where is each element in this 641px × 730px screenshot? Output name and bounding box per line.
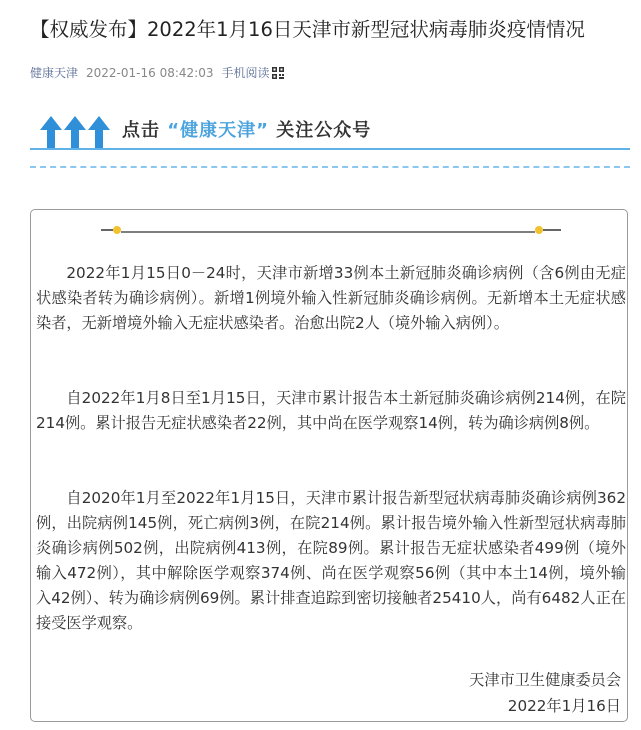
up-arrow-icon <box>40 116 62 148</box>
qr-code-icon[interactable] <box>272 67 284 79</box>
report-card <box>30 209 628 722</box>
follow-banner[interactable] <box>30 110 630 170</box>
author-link[interactable]: 健康天津 <box>30 66 79 80</box>
report-paragraph: 自2022年1月8日至1月15日，天津市累计报告本土新冠肺炎确诊病例214例，在院214例。累计报告无症状感染者22例，其中尚在医学观察14例，转为确诊病例8例。 <box>36 389 626 432</box>
follow-prefix: 点击 <box>122 120 160 141</box>
follow-suffix: 关注公众号 <box>276 120 372 141</box>
banner-dashed-line <box>30 166 630 168</box>
report-paragraph: 自2020年1月至2022年1月15日，天津市累计报告新型冠状病毒肺炎确诊病例362例，出院病例145例，死亡病例3例，在院214例。累计报告境外输入性新型冠状病毒肺炎确诊病例502例，出院病例413例，在院89例。累计报告无症状感染者499例（境外输入472例），其中解除医学观察374例、尚在医学观察56例（其中本土14例，境外输入42例）、转为确诊病例69例。累计排查追踪到密切接触者25410人，尚有6482人正在接受医学观察。 <box>36 489 626 632</box>
account-name: “健康天津” <box>167 120 269 141</box>
up-arrow-icon <box>88 116 110 148</box>
up-arrow-icon <box>64 116 86 148</box>
mobile-read-link[interactable]: 手机阅读 <box>221 66 270 80</box>
decorative-divider <box>101 222 591 238</box>
banner-solid-line <box>30 148 630 150</box>
follow-text <box>122 116 371 142</box>
signature-org: 天津市卫生健康委员会 <box>469 671 621 689</box>
arrow-group <box>40 116 112 148</box>
signature-date: 2022年1月16日 <box>507 697 621 715</box>
article-title: 【权威发布】2022年1月16日天津市新型冠状病毒肺炎疫情情况 <box>30 18 585 41</box>
article-meta <box>30 64 284 81</box>
publish-date: 2022-01-16 08:42:03 <box>86 65 214 80</box>
report-paragraph: 2022年1月15日0－24时，天津市新增33例本土新冠肺炎确诊病例（含6例由无症状感染者转为确诊病例）。新增1例境外输入性新冠肺炎确诊病例。无新增本土无症状感染者，无新增境外输入无症状感染者。治愈出院2人（境外输入病例）。 <box>36 264 626 332</box>
